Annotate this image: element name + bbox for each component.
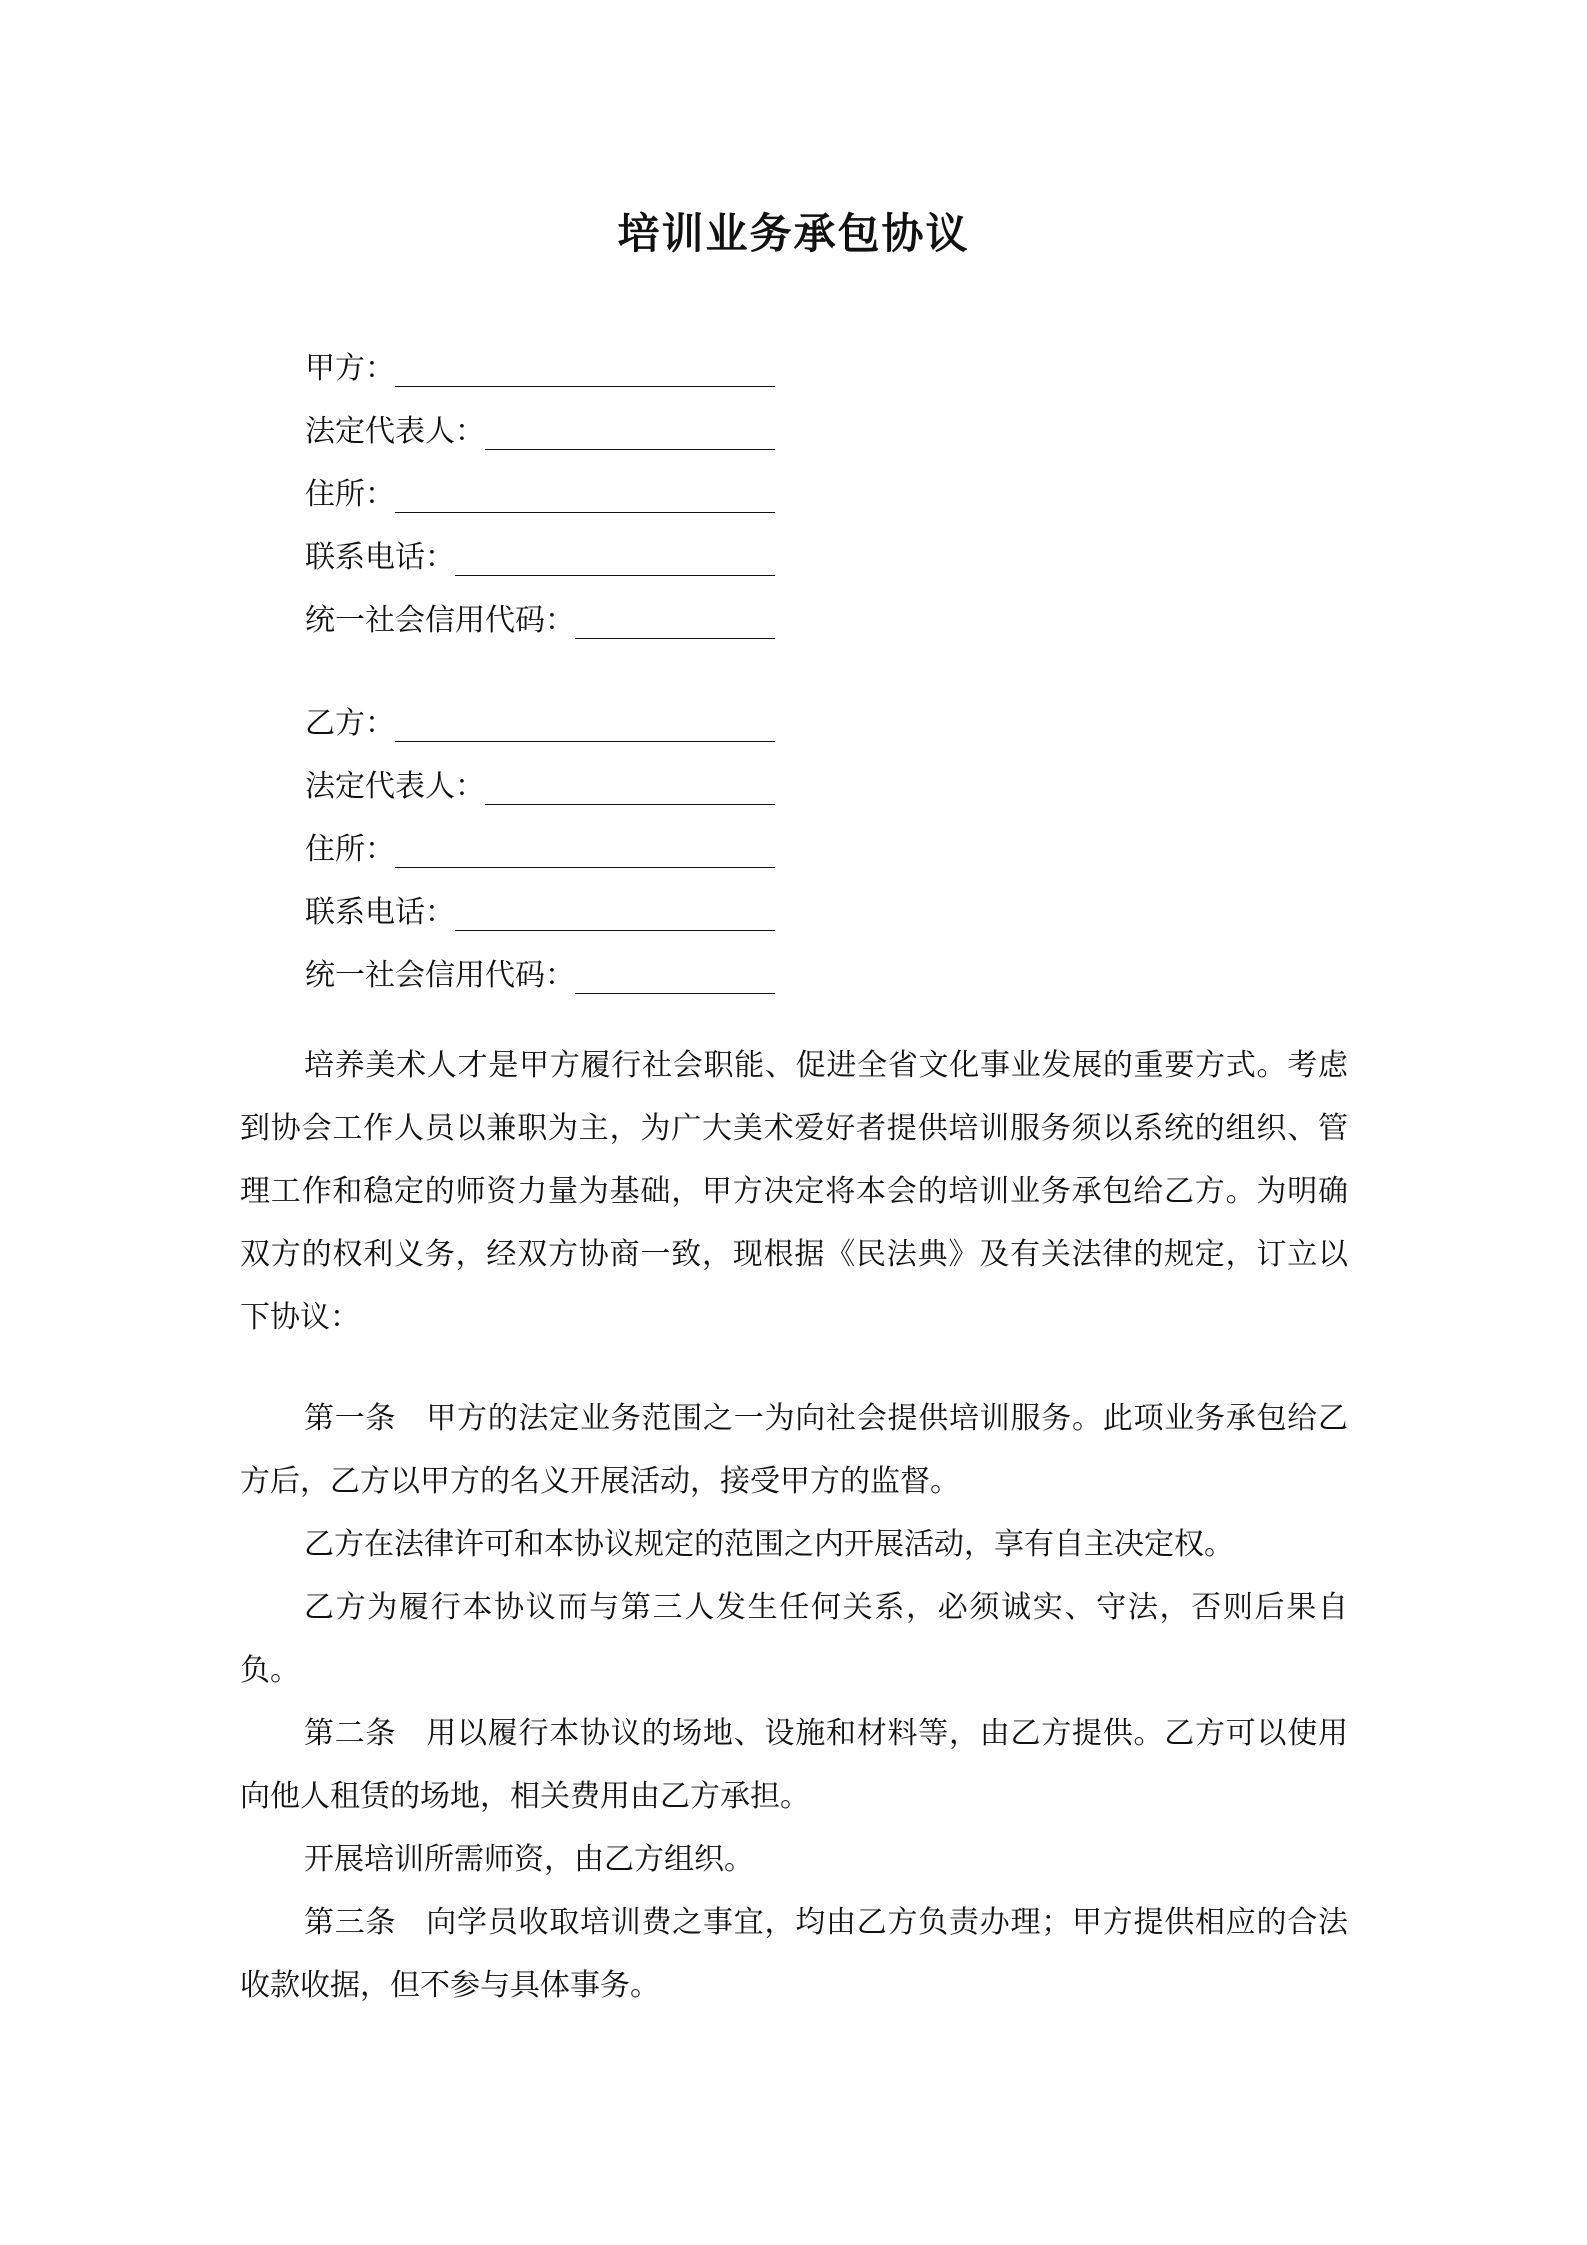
article-2-paragraph — [240, 1702, 1348, 1828]
field-label: 统一社会信用代码： — [305, 958, 575, 993]
party-a-representative-row — [305, 389, 775, 452]
blank-line — [455, 537, 775, 576]
blank-line — [575, 955, 775, 994]
article-number: 第二条 — [304, 1716, 397, 1751]
article-number: 第一条 — [304, 1401, 397, 1436]
preamble — [240, 1034, 1348, 1349]
article-text: 用以履行本协议的场地、设施和材料等，由乙方提供。乙方可以使用向他人租赁的场地，相关费用由乙方承担。 — [240, 1716, 1348, 1814]
field-label: 联系电话： — [305, 895, 455, 930]
party-b-credit-code-row — [305, 933, 775, 996]
preamble-paragraph: 培养美术人才是甲方履行社会职能、促进全省文化事业发展的重要方式。考虑到协会工作人员以兼职为主，为广大美术爱好者提供培训服务须以系统的组织、管理工作和稳定的师资力量为基础，甲方决定将本会的培训业务承包给乙方。为明确双方的权利义务，经双方协商一致，现根据《民法典》及有关法律的规定，订立以下协议： — [240, 1048, 1348, 1335]
article-1-paragraph-3: 乙方为履行本协议而与第三人发生任何关系，必须诚实、守法，否则后果自负。 — [240, 1590, 1348, 1688]
article-text: 甲方的法定业务范围之一为向社会提供培训服务。此项业务承包给乙方后，乙方以甲方的名义开展活动，接受甲方的监督。 — [240, 1401, 1348, 1499]
blank-line — [485, 411, 775, 450]
field-label: 联系电话： — [305, 540, 455, 575]
party-a-phone-row — [305, 515, 775, 578]
blank-line — [395, 348, 775, 387]
field-label: 法定代表人： — [305, 769, 485, 804]
party-b-block — [305, 681, 775, 996]
party-a-block — [305, 326, 775, 641]
party-a-name-row — [305, 326, 775, 389]
article-3-paragraph — [240, 1891, 1348, 2017]
party-a-address-row — [305, 452, 775, 515]
field-label: 住所： — [305, 832, 395, 867]
party-b-phone-row — [305, 870, 775, 933]
blank-line — [575, 600, 775, 639]
articles — [240, 1387, 1348, 2017]
field-label: 甲方： — [305, 351, 395, 386]
article-1-paragraph — [240, 1387, 1348, 1513]
blank-line — [395, 703, 775, 742]
blank-line — [395, 829, 775, 868]
field-label: 住所： — [305, 477, 395, 512]
article-2-paragraph-2: 开展培训所需师资，由乙方组织。 — [304, 1842, 754, 1877]
field-label: 统一社会信用代码： — [305, 603, 575, 638]
field-label: 乙方： — [305, 706, 395, 741]
blank-line — [455, 892, 775, 931]
party-a-credit-code-row — [305, 578, 775, 641]
article-1-paragraph-2: 乙方在法律许可和本协议规定的范围之内开展活动，享有自主决定权。 — [304, 1527, 1234, 1562]
article-text: 向学员收取培训费之事宜，均由乙方负责办理；甲方提供相应的合法收款收据，但不参与具体事务。 — [240, 1905, 1348, 2003]
article-number: 第三条 — [304, 1905, 397, 1940]
party-b-representative-row — [305, 744, 775, 807]
blank-line — [485, 766, 775, 805]
blank-line — [395, 474, 775, 513]
party-b-name-row — [305, 681, 775, 744]
document-title: 培训业务承包协议 — [617, 209, 970, 258]
party-b-address-row — [305, 807, 775, 870]
field-label: 法定代表人： — [305, 414, 485, 449]
